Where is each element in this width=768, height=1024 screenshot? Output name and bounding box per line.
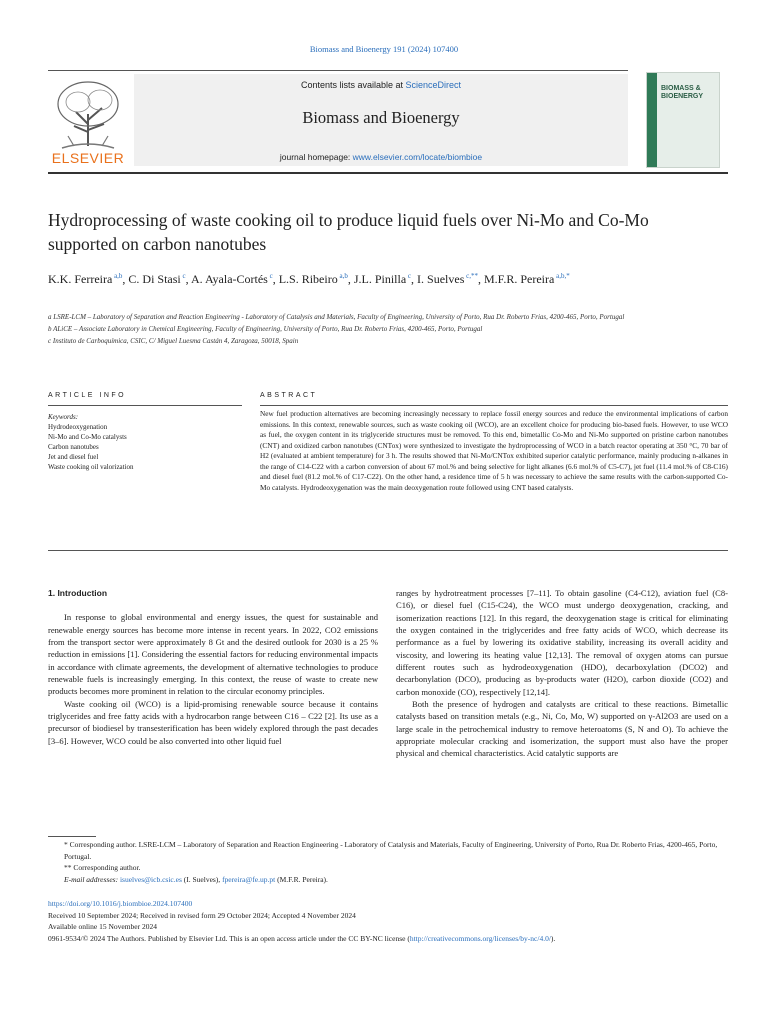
license-text: 0961-9534/© 2024 The Authors. Published by Elsevier Ltd. This is an open access article under the CC BY-NC license ( bbox=[48, 933, 410, 943]
cover-green-band bbox=[647, 73, 657, 167]
abstract-text: New fuel production alternatives are becoming increasingly necessary to replace fossil energy sources and reduce the environmental implications of carbon emissions. In this context, renewable sources, such as waste cooking oil (WCO), are an excellent choice for producing bio-based fuels. However, to use WCO as fuel, the oxygen content in its triglyceride structures must be removed. To this end, bimetallic Co-Mo and Ni-Mo supported on pristine carbon nanotubes (CNT) and oxidized carbon nanotubes (CNTox) were synthesized to investigate the hydroprocessing of WCO in a batch reactor operating at 350 °C, 70 bar of H2 (evaluated at ambient temperature) for 3 h. The results showed that Ni-Mo/CNTox exhibited superior catalytic performance, mainly producing n-alkanes in the range of C14-C22 with a carbon conversion of about 67 mol.% and being selective for light alkanes (6.6 mol.% of C5-C7), jet fuel (11.4 mol.% of C8-C16) and diesel fuel (81.2 mol.% of C17-C22). On the other hand, a residence time of 5 h was necessary to achieve the same results with the carbon-supported Co-Mo catalysts. Hydrodeoxygenation was the main deoxygenation route followed using CNT based catalysts. bbox=[260, 409, 728, 492]
sciencedirect-link[interactable]: ScienceDirect bbox=[405, 80, 462, 90]
keywords-block bbox=[48, 412, 242, 472]
author-name[interactable]: K.K. Ferreira bbox=[48, 272, 113, 286]
author-name[interactable]: C. Di Stasi bbox=[128, 272, 181, 286]
author-affiliation-marker[interactable]: c bbox=[406, 272, 412, 280]
received-dates: Received 10 September 2024; Received in revised form 29 October 2024; Accepted 4 November 2024 bbox=[48, 910, 356, 920]
footnotes bbox=[48, 839, 728, 885]
author-name[interactable]: M.F.R. Pereira bbox=[483, 272, 555, 286]
publication-info bbox=[48, 898, 728, 944]
journal-title: Biomass and Bioenergy bbox=[302, 108, 460, 127]
author-affiliation-marker[interactable]: a,b bbox=[112, 272, 123, 280]
author-name[interactable]: A. Ayala-Cortés bbox=[190, 272, 268, 286]
license-suffix: ). bbox=[550, 933, 556, 943]
available-online: Available online 15 November 2024 bbox=[48, 922, 157, 931]
affiliation-item: c Instituto de Carboquímica, CSIC, C/ Miguel Luesma Castán 4, Zaragoza, 50018, Spain bbox=[48, 337, 299, 345]
license-link[interactable]: http://creativecommons.org/licenses/by-nc/4.0/ bbox=[409, 933, 551, 943]
keyword-item: Waste cooking oil valorization bbox=[48, 463, 134, 471]
article-title: Hydroprocessing of waste cooking oil to produce liquid fuels over Ni-Mo and Co-Mo supported on carbon nanotubes bbox=[48, 210, 649, 254]
body-column-left bbox=[48, 587, 378, 747]
contents-line bbox=[134, 80, 628, 90]
author-affiliation-marker[interactable]: c bbox=[180, 272, 186, 280]
intro-paragraph-3: ranges by hydrotreatment processes [7–11]. To obtain gasoline (C4-C12), aviation fuel (C8-C16), or diesel fuel (C15-C24), the WCO must undergo deoxygenation, cracking, and isomerization reactions [12]. In this regard, the deoxygenation stage is critical for eliminating the oxygen contained in the triglycerides and free fatty acids of WCO, which decrease its performance as a fuel by lowering its oxidative stability, increasing its overall acidity and viscosity, and lowering its heating value [12,13]. The removal of oxygen atoms can pursue different routes such as hydrodeoxygenation (HDO), decarboxylation (DCO2) and decarbonylation (DCO), producing as by-products water (H2O), carbon dioxide (CO2) and carbon monoxide (CO), respectively [12,14]. bbox=[396, 588, 728, 697]
email-name-2: (M.F.R. Pereira). bbox=[275, 874, 328, 884]
email-label: E-mail addresses: bbox=[64, 874, 120, 884]
author-affiliation-marker[interactable]: c,** bbox=[464, 272, 478, 280]
corresponding-author-2: ** Corresponding author. bbox=[64, 863, 141, 872]
keywords-label: Keywords: bbox=[48, 413, 79, 421]
body-column-right bbox=[396, 587, 728, 760]
abstract-heading: ABSTRACT bbox=[260, 392, 318, 399]
email-name-1: (I. Suelves), bbox=[181, 874, 223, 884]
email-link-pereira[interactable]: fpereira@fe.up.pt bbox=[222, 874, 276, 884]
keyword-list bbox=[48, 422, 242, 472]
author-name[interactable]: J.L. Pinilla bbox=[353, 272, 407, 286]
author-name[interactable]: L.S. Ribeiro bbox=[278, 272, 338, 286]
header-divider bbox=[48, 70, 628, 71]
author-affiliation-marker[interactable]: a,b bbox=[337, 272, 348, 280]
homepage-link[interactable]: www.elsevier.com/locate/biombioe bbox=[352, 152, 483, 162]
cover-title: BIOMASS & BIOENERGY bbox=[661, 85, 704, 100]
header-bottom-divider bbox=[48, 172, 728, 174]
affiliation-item: a LSRE-LCM – Laboratory of Separation and Reaction Engineering - Laboratory of Catalysis and Materials, Faculty of Engineering, University of Porto, Rua Dr. Roberto Frias, 4200-465, Porto, Portugal bbox=[48, 313, 625, 321]
journal-cover-thumbnail[interactable] bbox=[646, 72, 720, 168]
keyword-item: Carbon nanotubes bbox=[48, 443, 99, 451]
abstract-bottom-divider bbox=[48, 550, 728, 551]
doi-link[interactable]: https://doi.org/10.1016/j.biombioe.2024.107400 bbox=[48, 899, 193, 908]
homepage-label: journal homepage: bbox=[279, 152, 353, 162]
abstract-divider bbox=[260, 405, 728, 406]
intro-paragraph-2: Waste cooking oil (WCO) is a lipid-promising renewable source because it contains triglycerides and free fatty acids with a hydrocarbon range between C16 – C22 [2]. Its use as a precursor of biodiesel by transesterification has been widely explored through the past decades [3–6]. However, WCO could be also converted into other liquid fuel bbox=[48, 698, 378, 746]
keyword-item: Hydrodeoxygenation bbox=[48, 423, 108, 431]
keyword-item: Jet and diesel fuel bbox=[48, 453, 99, 461]
author-name[interactable]: I. Suelves bbox=[417, 272, 465, 286]
author-affiliation-marker[interactable]: a,b,* bbox=[554, 272, 570, 280]
info-divider bbox=[48, 405, 242, 406]
intro-paragraph-4: Both the presence of hydrogen and catalysts are critical to these reactions. Bimetallic catalysts based on transition metals (e.g., Ni, Co, Mo, W) supported on γ-Al2O3 are used on a large scale in the petrochemical industry to remove heteroatoms (S, N and O). To achieve the appropriate molecular cracking and isomerization, the support must also have the proper physical and chemical characteristics. Acid catalytic supports are bbox=[396, 699, 728, 759]
author-affiliation-marker[interactable]: c bbox=[267, 272, 273, 280]
intro-paragraph-1: In response to global environmental and energy issues, the quest for sustainable and renewable energy sources has become more intense in recent years. In 2022, CO2 emissions from the transport sector were approximately 8 Gt and the desired outlook for 2030 is a 25 % reduction in emissions [1]. Considering the essential factors for reducing environmental impacts in accordance with climate agreements, the development of alternative technologies to produce renewable fuels is increasingly emerging. In this context, the reuse of waste to create new products becomes more prominent in relation to the circular economy principles. bbox=[48, 612, 378, 697]
journal-reference-link[interactable]: Biomass and Bioenergy 191 (2024) 107400 bbox=[309, 44, 459, 54]
keyword-item: Ni-Mo and Co-Mo catalysts bbox=[48, 433, 127, 441]
corresponding-author-1: * Corresponding author. LSRE-LCM – Laboratory of Separation and Reaction Engineering - Laboratory of Catalysis and Materials, Faculty of Engineering, University of Porto, Rua Dr. Roberto Frias, 4200-465, Porto, Portugal. bbox=[64, 840, 718, 861]
contents-prefix: Contents lists available at bbox=[300, 80, 406, 90]
publisher-name: ELSEVIER bbox=[51, 150, 125, 166]
article-info-heading: ARTICLE INFO bbox=[48, 392, 127, 399]
email-addresses bbox=[48, 874, 728, 886]
author-list: K.K. Ferreira $^{a,b}$, C. Di Stasi $^c$, A. Ayala-Cortés $^c$, L.S. Ribeiro $^{a,b}$, J.L. Pinilla $^c$, I. Suelves $^{c,**}$, M.F.R. Pereira $^{a,b,*}$ bbox=[48, 272, 570, 286]
affiliation-list bbox=[48, 312, 728, 348]
email-link-suelves[interactable]: isuelves@icb.csic.es bbox=[119, 874, 182, 884]
footnote-divider bbox=[48, 836, 96, 837]
license-line bbox=[48, 933, 728, 945]
journal-homepage-line bbox=[134, 152, 628, 162]
affiliation-item: b ALiCE – Associate Laboratory in Chemical Engineering, Faculty of Engineering, University of Porto, Rua Dr. Roberto Frias, 4200-465, Porto, Portugal bbox=[48, 325, 483, 333]
introduction-heading: 1. Introduction bbox=[48, 588, 108, 598]
